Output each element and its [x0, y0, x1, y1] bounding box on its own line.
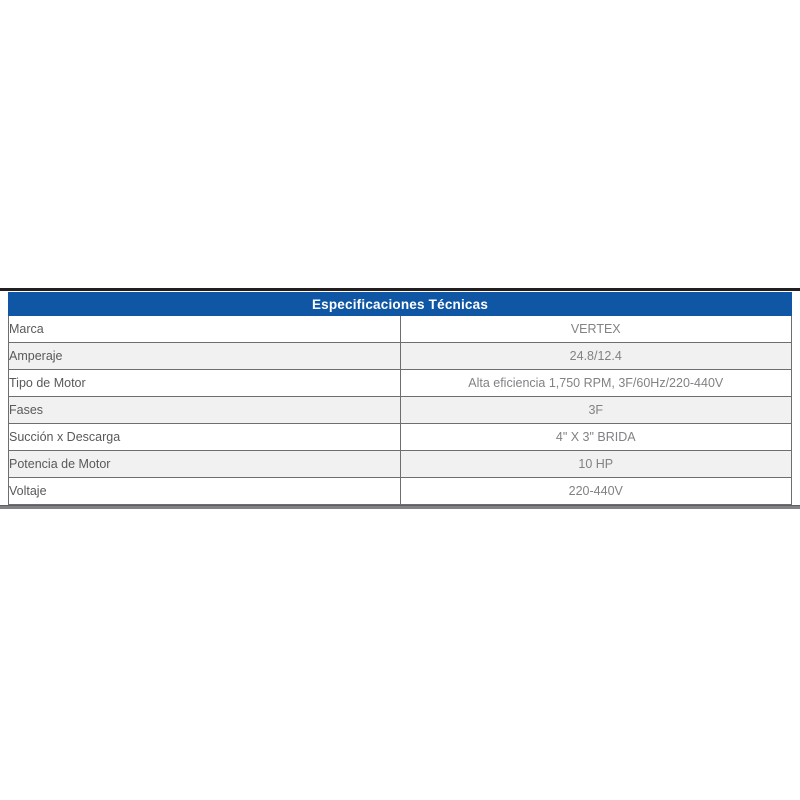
- row-label: Marca: [9, 316, 401, 343]
- row-value: 3F: [400, 397, 792, 424]
- table-row: [9, 424, 792, 451]
- row-label: Amperaje: [9, 343, 401, 370]
- spec-table: [8, 292, 792, 505]
- table-row: [9, 316, 792, 343]
- row-label: Tipo de Motor: [9, 370, 401, 397]
- row-value: 4" X 3" BRIDA: [400, 424, 792, 451]
- top-divider: [0, 288, 800, 291]
- row-value: 220-440V: [400, 478, 792, 505]
- specifications-section: [0, 288, 800, 509]
- table-title: Especificaciones Técnicas: [9, 293, 792, 316]
- table-row: [9, 397, 792, 424]
- row-label: Potencia de Motor: [9, 451, 401, 478]
- table-row: [9, 370, 792, 397]
- row-label: Voltaje: [9, 478, 401, 505]
- table-row: [9, 478, 792, 505]
- table-row: [9, 343, 792, 370]
- row-label: Succión x Descarga: [9, 424, 401, 451]
- row-value: VERTEX: [400, 316, 792, 343]
- row-value: Alta eficiencia 1,750 RPM, 3F/60Hz/220-440V: [400, 370, 792, 397]
- row-label: Fases: [9, 397, 401, 424]
- row-value: 24.8/12.4: [400, 343, 792, 370]
- table-header-row: [9, 293, 792, 316]
- bottom-divider: [0, 505, 800, 509]
- row-value: 10 HP: [400, 451, 792, 478]
- table-row: [9, 451, 792, 478]
